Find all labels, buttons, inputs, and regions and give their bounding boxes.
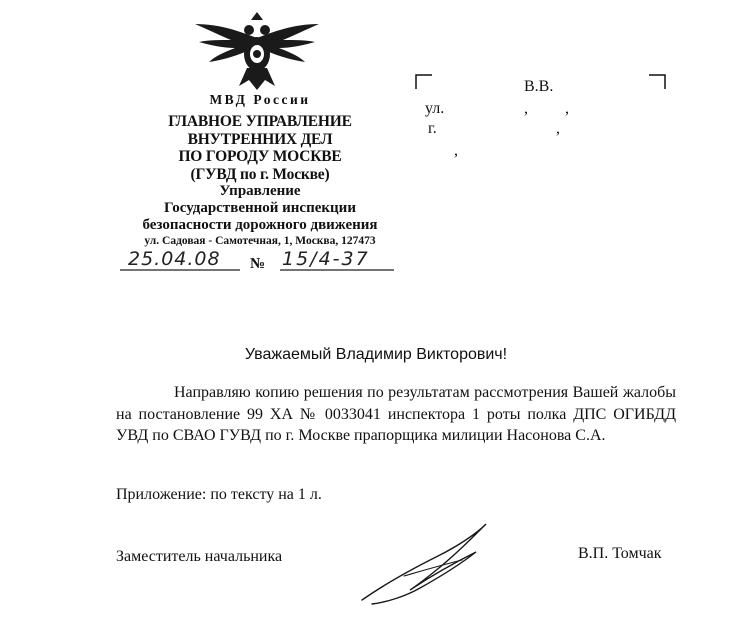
number-label: № <box>250 256 266 272</box>
department-line: ГЛАВНОЕ УПРАВЛЕНИЕ <box>168 113 352 130</box>
recipient-corner-mark <box>648 74 668 90</box>
ministry-title: МВД России <box>209 92 311 107</box>
division-line: безопасности дорожного движения <box>142 217 378 233</box>
recipient-comma: , <box>565 100 569 117</box>
attachment-note: Приложение: по тексту на 1 л. <box>116 486 322 503</box>
handwritten-signature <box>358 516 493 606</box>
department-line: (ГУВД по г. Москве) <box>190 165 330 183</box>
division-title <box>110 183 410 234</box>
document-number: 15/4-37 <box>282 248 370 270</box>
recipient-comma: , <box>524 100 528 117</box>
document-date: 25.04.08 <box>128 248 221 270</box>
salutation: Уважаемый Владимир Викторович! <box>244 346 508 363</box>
recipient-comma: , <box>556 120 560 137</box>
signer-name: В.П. Томчак <box>578 545 662 562</box>
recipient-street-label: ул. <box>425 100 445 117</box>
eagle-emblem-icon <box>191 10 323 92</box>
signer-position: Заместитель начальника <box>116 548 283 565</box>
recipient-initials: В.В. <box>524 78 554 95</box>
department-title <box>110 113 410 183</box>
department-line: ПО ГОРОДУ МОСКВЕ <box>178 148 342 165</box>
recipient-city-label: г. <box>428 120 437 137</box>
letter-body: Направляю копию решения по результатам рассмотрения Вашей жалобы на постановление 99 ХА № 0033041 инспектора 1 роты полка ДПС ОГИБДД УВД по СВАО ГУВД по г. Москве прапорщика милиции Насонова С.А. <box>116 384 676 444</box>
office-address: ул. Садовая - Самотечная, 1, Москва, 127473 <box>144 235 376 247</box>
division-line: Управление <box>219 183 301 199</box>
date-number-underline <box>118 268 398 272</box>
department-line: ВНУТРЕННИХ ДЕЛ <box>187 130 333 148</box>
recipient-comma: , <box>454 142 458 159</box>
recipient-corner-mark <box>415 74 435 90</box>
division-line: Государственной инспекции <box>164 200 356 216</box>
